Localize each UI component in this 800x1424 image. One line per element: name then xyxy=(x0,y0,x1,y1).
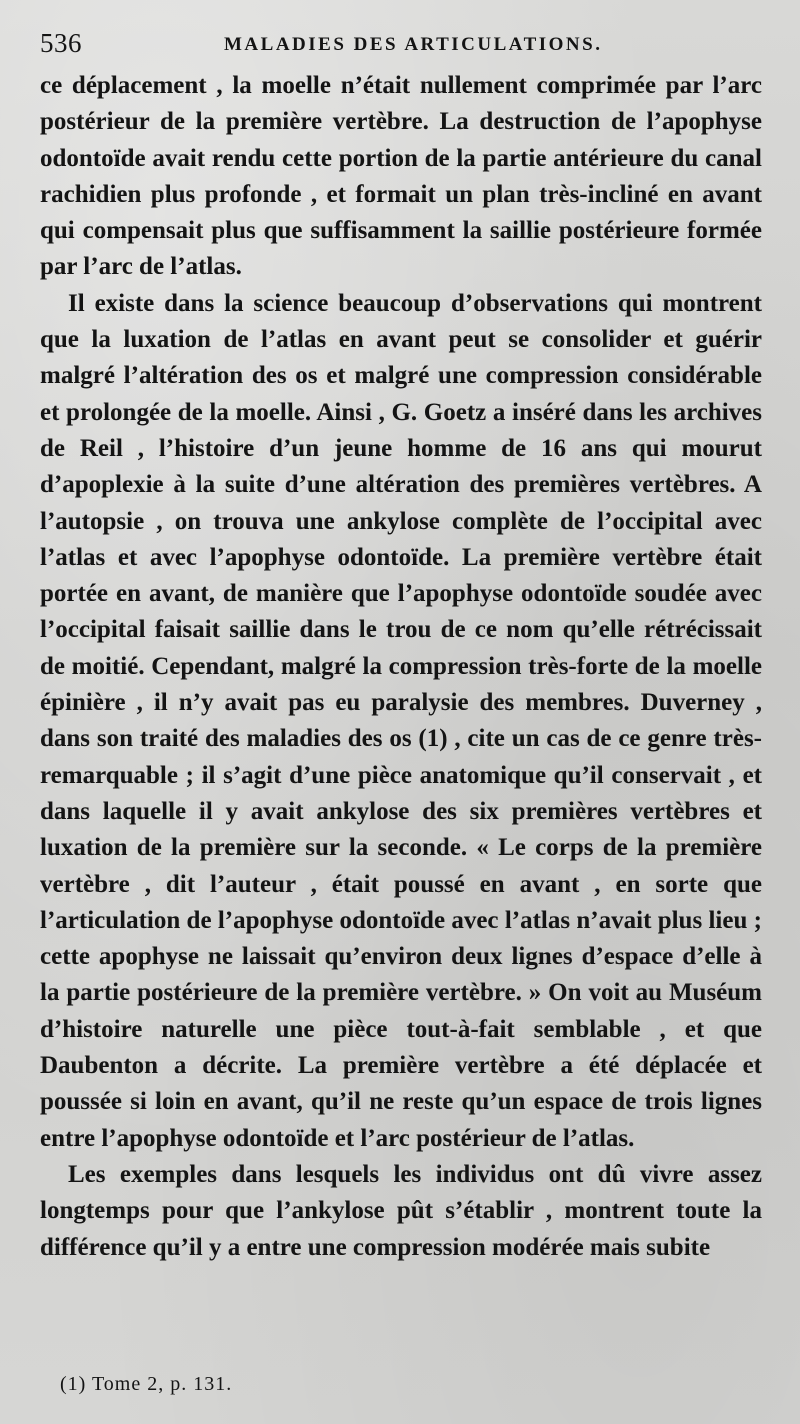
paragraph-2: Il existe dans la science beaucoup d’observations qui montrent que la luxation de l’atlas en avant peut se consolider et guérir malgré l’altération des os et malgré une compression considérable et prolongée de la moelle. Ainsi , G. Goetz a inséré dans les archives de Reil , l’histoire d’un jeune homme de 16 ans qui mourut d’apoplexie à la suite d’une altération des premières vertèbres. A l’autopsie , on trouva une ankylose complète de l’occipital avec l’atlas et avec l’apophyse odontoïde. La première vertèbre était portée en avant, de manière que l’apophyse odontoïde soudée avec l’occipital faisait saillie dans le trou de ce nom qu’elle rétrécissait de moitié. Cependant, malgré la compression très-forte de la moelle épinière , il n’y avait pas eu paralysie des membres. Duverney , dans son traité des maladies des os (1) , cite un cas de ce genre très-remarquable ; il s’agit d’une pièce anatomique qu’il conservait , et dans laquelle il y avait ankylose des six premières vertèbres et luxation de la première sur la seconde. « Le corps de la première vertèbre , dit l’auteur , était poussé en avant , en sorte que l’articulation de l’apophyse odontoïde avec l’atlas n’avait plus lieu ; cette apophyse ne laissait qu’environ deux lignes d’espace d’elle à la partie postérieure de la première vertèbre. » On voit au Muséum d’histoire naturelle une pièce tout-à-fait semblable , et que Daubenton a décrite. La première vertèbre a été déplacée et poussée si loin en avant, qu’il ne reste qu’un espace de trois lignes entre l’apophyse odontoïde et l’arc postérieur de l’atlas. xyxy=(40,289,762,1152)
page-number: 536 xyxy=(40,28,82,58)
footnote: (1) Tome 2, p. 131. xyxy=(60,1373,233,1395)
paragraph-1: ce déplacement , la moelle n’était nullement comprimée par l’arc postérieur de la première vertèbre. La destruction de l’apophyse odontoïde avait rendu cette portion de la partie antérieure du canal rachidien plus profonde , et formait un plan très-incliné en avant qui compensait plus que suffisamment la saillie postérieure formée par l’arc de l’atlas. xyxy=(40,72,762,281)
body-text xyxy=(40,68,762,1266)
paragraph-3: Les exemples dans lesquels les individus ont dû vivre assez longtemps pour que l’ankylose pût s’établir , montrent toute la différence qu’il y a entre une compression modérée mais subite xyxy=(40,1160,762,1261)
page-header xyxy=(38,28,762,60)
running-title: MALADIES DES ARTICULATIONS. xyxy=(224,34,603,55)
